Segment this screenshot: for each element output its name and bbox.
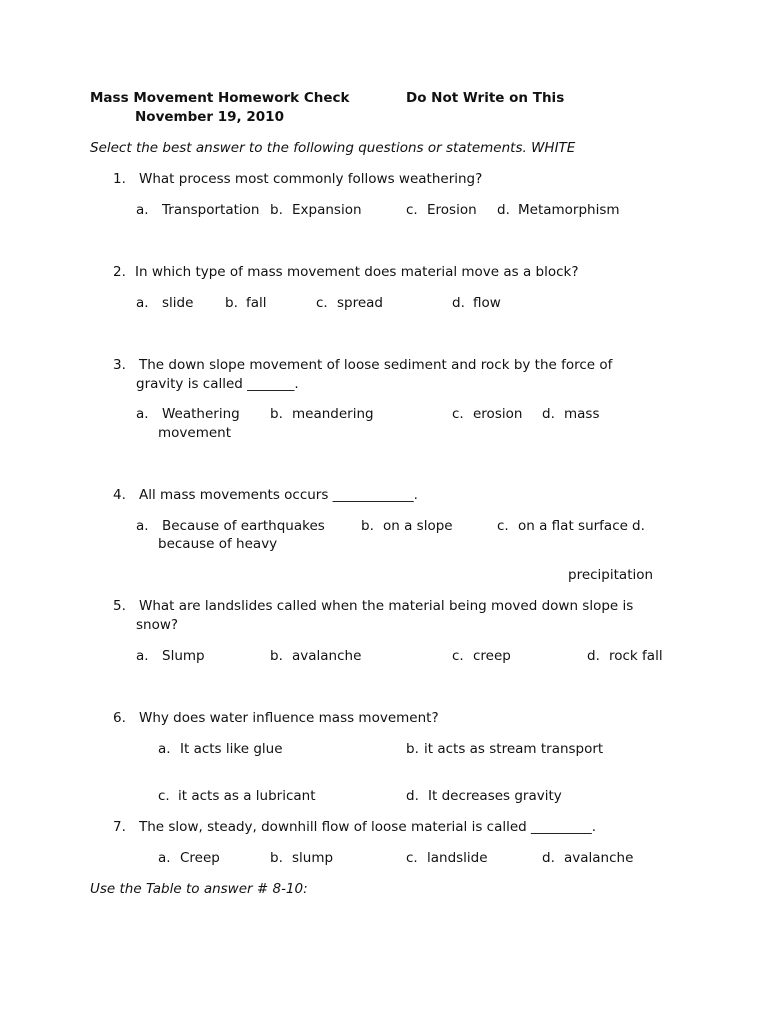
option-letter: b. xyxy=(270,850,283,866)
question-text: What are landslides called when the material being moved down slope is xyxy=(139,598,634,614)
option-text: meandering xyxy=(292,406,374,422)
option-text: on a slope xyxy=(383,518,453,534)
option-letter: d. xyxy=(452,295,465,311)
option-text: it acts as stream transport xyxy=(424,741,604,757)
option-text: rock fall xyxy=(609,648,663,664)
option-letter: b. xyxy=(225,295,238,311)
option-letter: b. xyxy=(270,202,283,218)
option-letter: b. xyxy=(270,406,283,422)
question-text: All mass movements occurs ____________. xyxy=(139,487,418,503)
question-text: The down slope movement of loose sediment and rock by the force of xyxy=(139,357,613,373)
question-text: Why does water influence mass movement? xyxy=(139,710,439,726)
option-text: slide xyxy=(162,295,194,311)
option-letter: d. xyxy=(587,648,600,664)
do-not-write-notice: Do Not Write on This xyxy=(406,90,565,106)
document-date: November 19, 2010 xyxy=(135,109,284,125)
option-letter: c. xyxy=(406,202,418,218)
option-text: landslide xyxy=(427,850,488,866)
option-continuation: movement xyxy=(158,425,232,441)
option-letter: c. xyxy=(316,295,328,311)
option-letter: d. xyxy=(542,850,555,866)
option-text: mass xyxy=(564,406,600,422)
question-number: 7. xyxy=(113,819,126,835)
question-number: 2. xyxy=(113,264,126,280)
option-letter: b. xyxy=(270,648,283,664)
option-letter: c. xyxy=(497,518,509,534)
question-text: The slow, steady, downhill flow of loose material is called _________. xyxy=(139,819,597,835)
option-letter: d. xyxy=(542,406,555,422)
option-continuation: precipitation xyxy=(568,567,654,583)
document-title: Mass Movement Homework Check xyxy=(90,90,350,106)
table-instruction: Use the Table to answer # 8-10: xyxy=(90,881,308,897)
option-letter: d. xyxy=(406,788,419,804)
instructions: Select the best answer to the following questions or statements. WHITE xyxy=(90,140,576,156)
option-text: avalanche xyxy=(292,648,362,664)
option-text: it acts as a lubricant xyxy=(178,788,316,804)
option-letter: a. xyxy=(136,202,149,218)
option-letter: b. xyxy=(361,518,374,534)
question-text: snow? xyxy=(136,617,179,633)
option-text: Expansion xyxy=(292,202,362,218)
question-number: 1. xyxy=(113,171,126,187)
option-continuation: because of heavy xyxy=(158,536,278,552)
option-text: Metamorphism xyxy=(518,202,620,218)
option-text: It decreases gravity xyxy=(428,788,562,804)
question-text: What process most commonly follows weathering? xyxy=(139,171,483,187)
option-letter: a. xyxy=(136,648,149,664)
option-text: flow xyxy=(473,295,501,311)
option-text: Transportation xyxy=(162,202,260,218)
option-letter: a. xyxy=(136,406,149,422)
question-number: 6. xyxy=(113,710,126,726)
option-letter: d. xyxy=(497,202,510,218)
option-letter: c. xyxy=(406,850,418,866)
option-letter: c. xyxy=(452,648,464,664)
option-text: avalanche xyxy=(564,850,634,866)
option-letter: a. xyxy=(136,518,149,534)
option-text: fall xyxy=(246,295,267,311)
option-text: on a flat surface xyxy=(518,518,628,534)
question-number: 5. xyxy=(113,598,126,614)
question-number: 4. xyxy=(113,487,126,503)
question-text: In which type of mass movement does material move as a block? xyxy=(135,264,579,280)
question-number: 3. xyxy=(113,357,126,373)
option-letter: c. xyxy=(158,788,170,804)
option-letter: a. xyxy=(158,850,171,866)
question-text: gravity is called _______. xyxy=(136,376,299,392)
option-text: spread xyxy=(337,295,384,311)
option-text: Erosion xyxy=(427,202,477,218)
option-letter: d. xyxy=(632,518,645,534)
option-text: It acts like glue xyxy=(180,741,283,757)
option-text: Weathering xyxy=(162,406,240,422)
option-letter: a. xyxy=(158,741,171,757)
option-text: Because of earthquakes xyxy=(162,518,325,534)
option-letter: a. xyxy=(136,295,149,311)
option-letter: c. xyxy=(452,406,464,422)
option-text: erosion xyxy=(473,406,523,422)
option-letter: b. xyxy=(406,741,419,757)
option-text: creep xyxy=(473,648,511,664)
option-text: slump xyxy=(292,850,334,866)
option-text: Slump xyxy=(162,648,205,664)
option-text: Creep xyxy=(180,850,220,866)
